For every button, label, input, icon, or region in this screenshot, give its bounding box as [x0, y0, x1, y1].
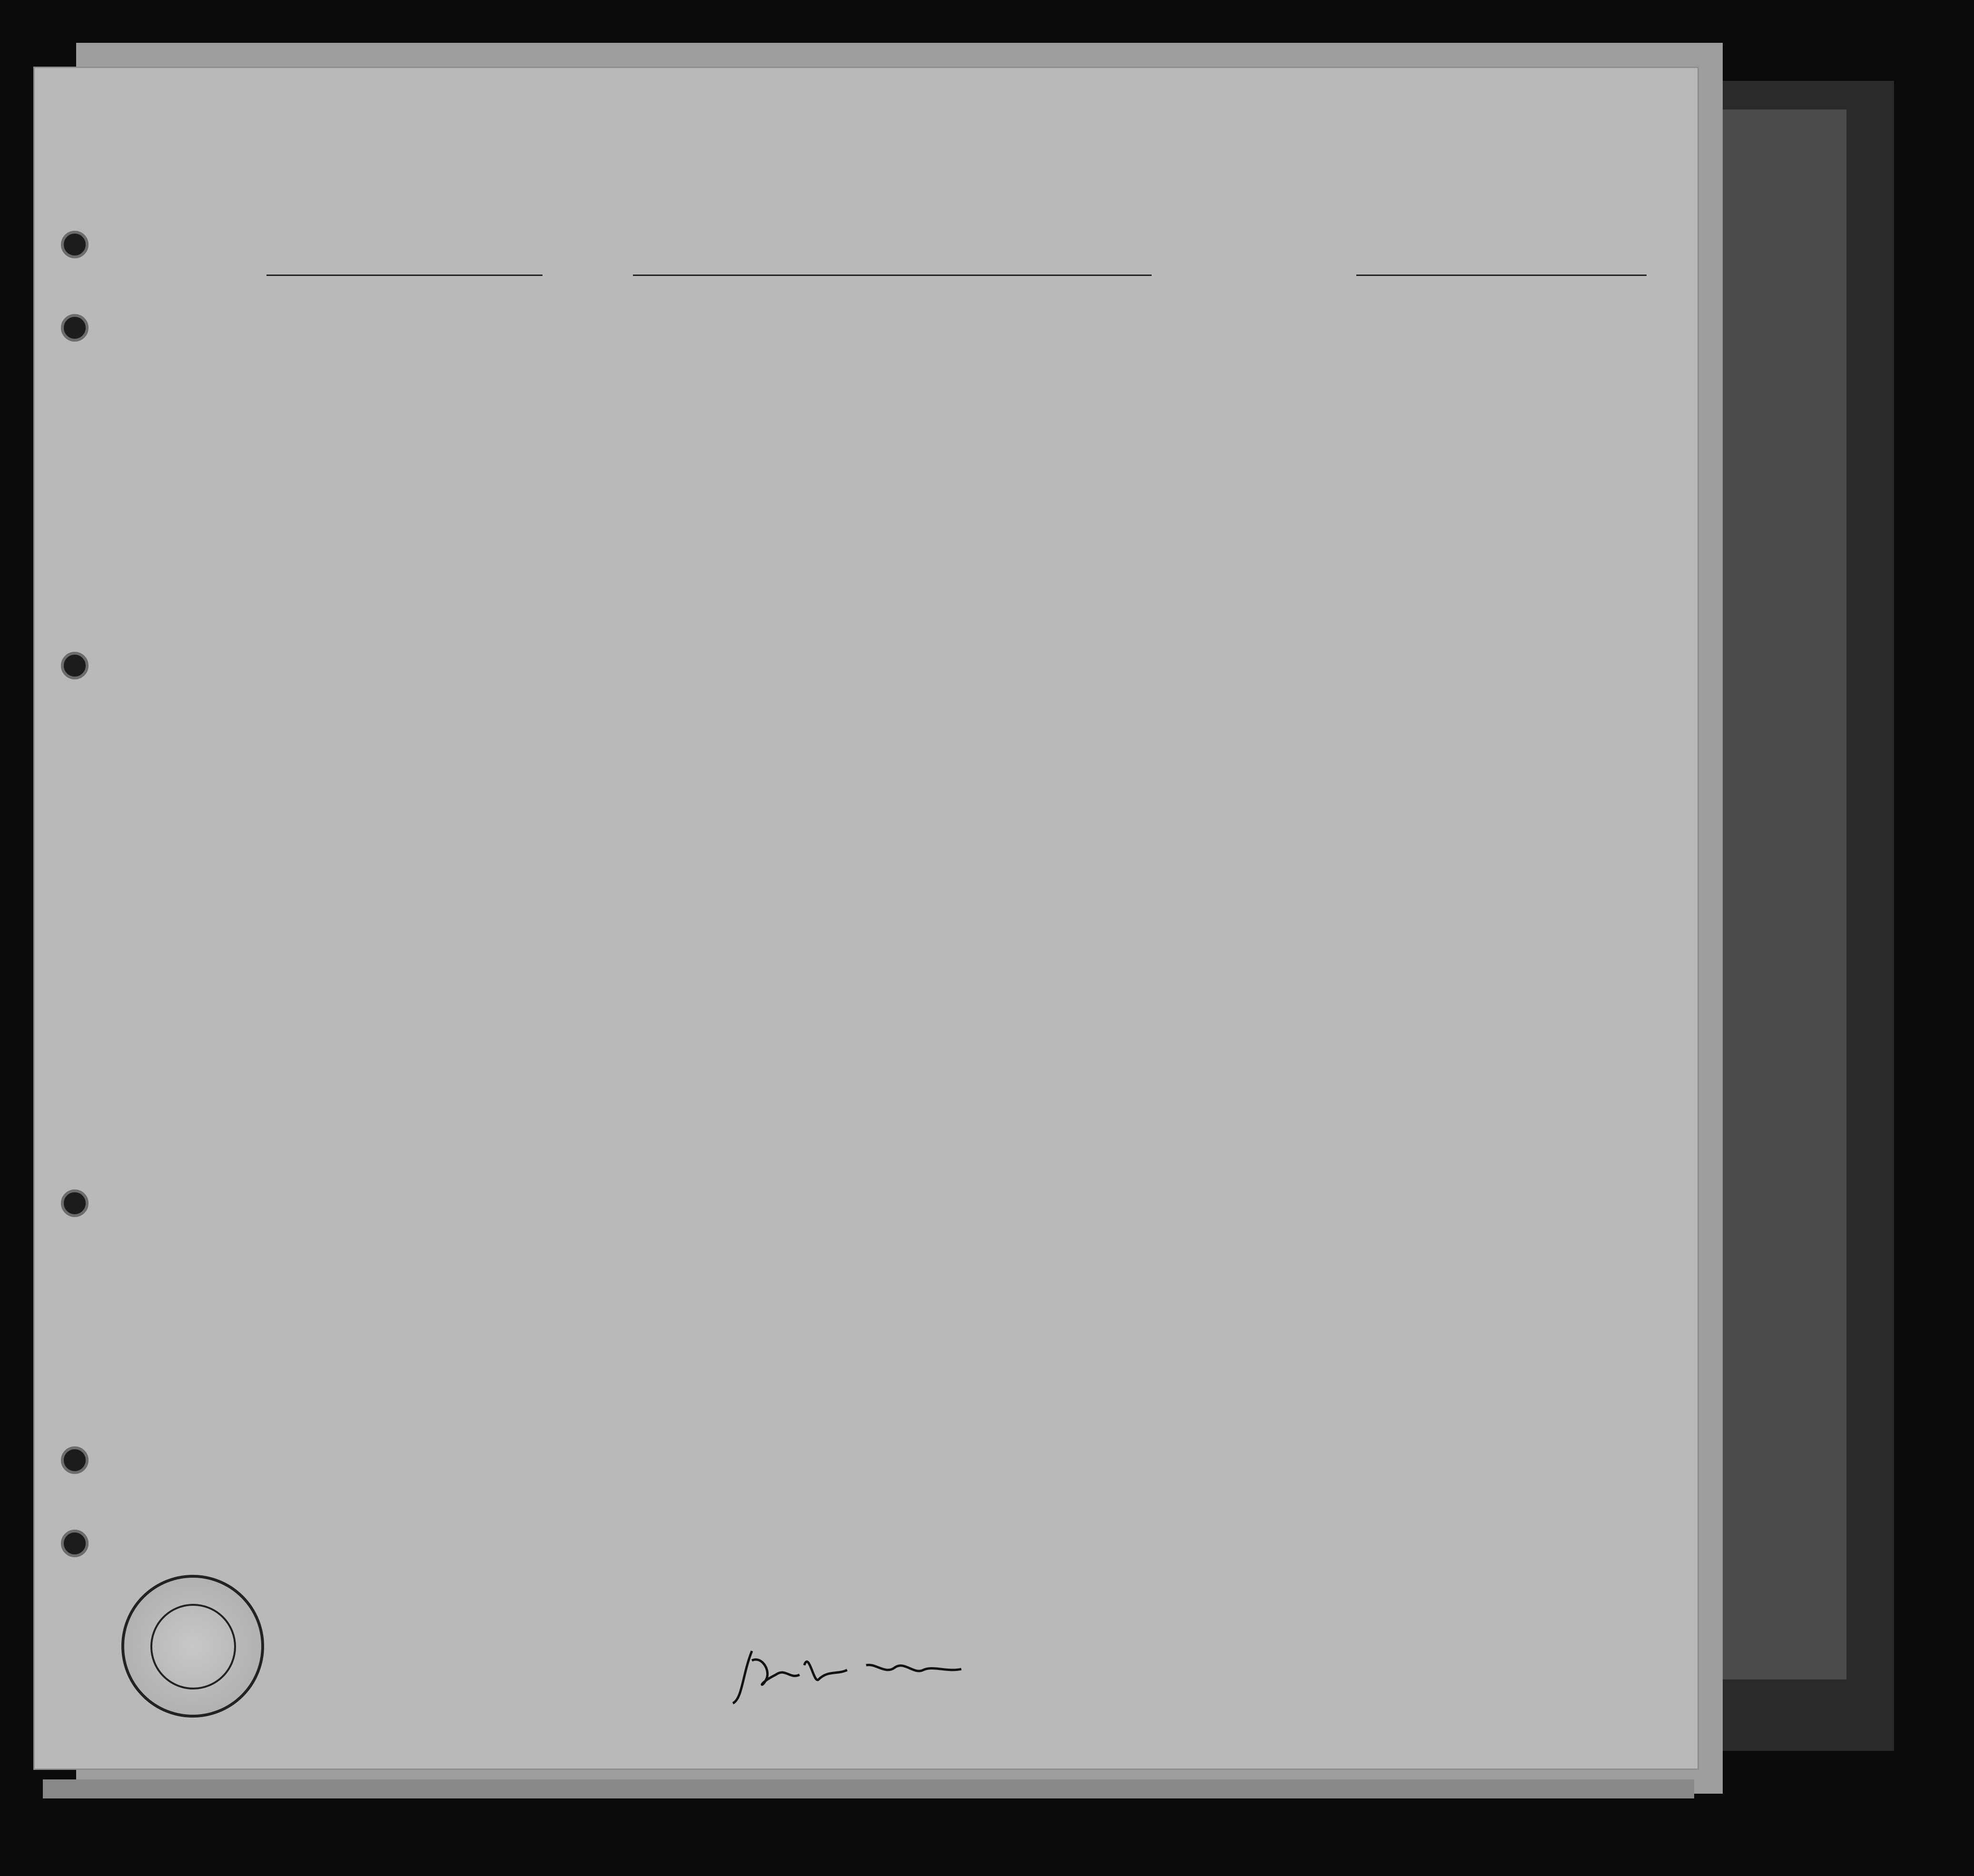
- bottom-strip: [43, 1779, 1694, 1798]
- inspector-signature: [723, 1641, 971, 1708]
- cristobal-port-stamp: [121, 1575, 264, 1718]
